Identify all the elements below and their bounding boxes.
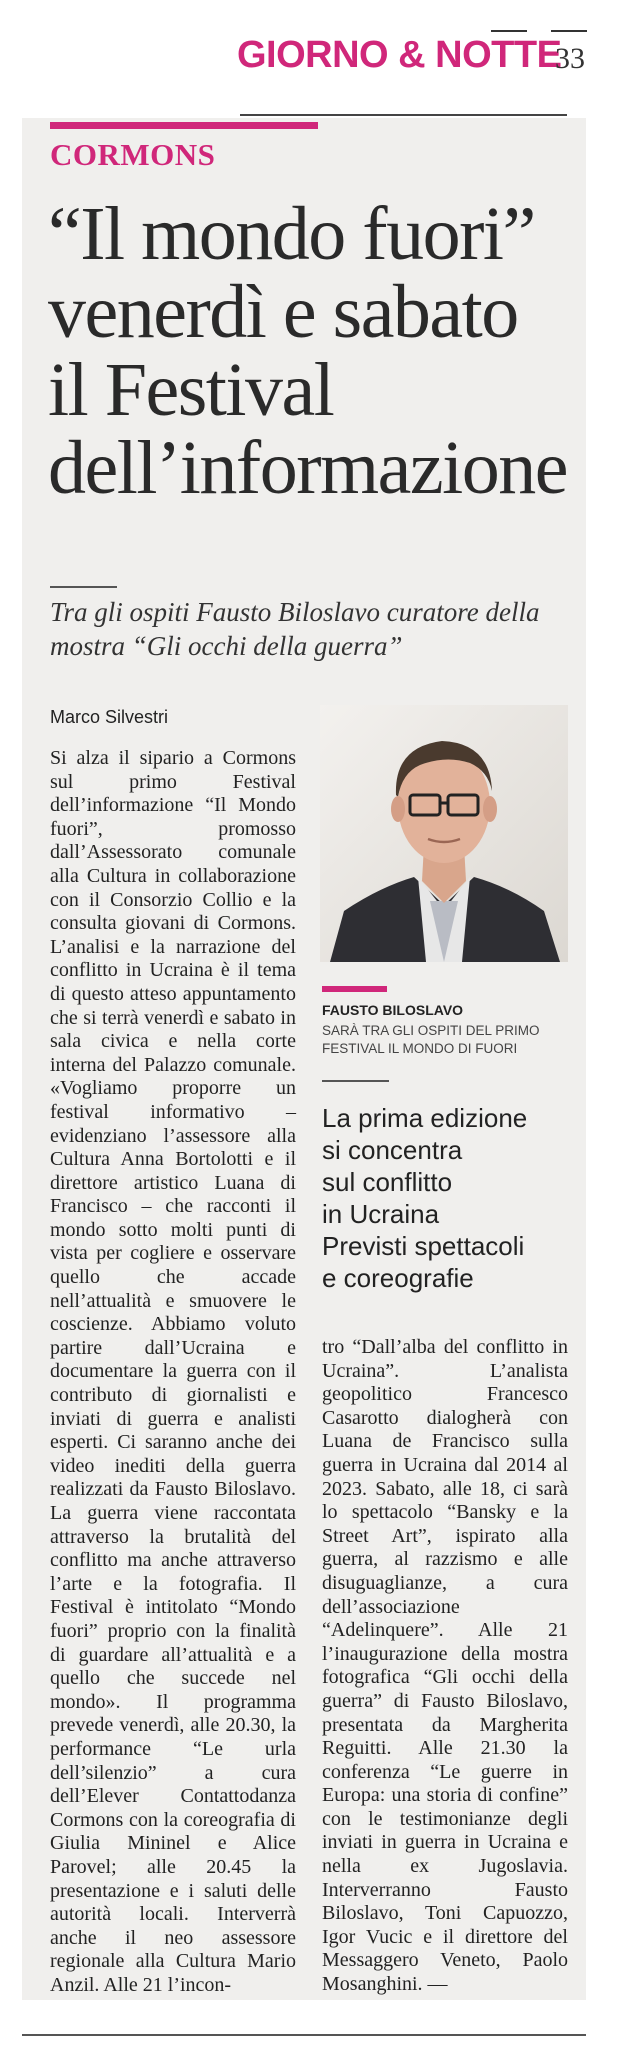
pull-quote-line: si concentra xyxy=(322,1135,463,1165)
page-number: 33 xyxy=(555,42,585,75)
pull-quote-rule xyxy=(322,1080,389,1082)
pull-quote-line: e coreografie xyxy=(322,1263,474,1293)
pull-quote xyxy=(322,1102,572,1294)
portrait-photo xyxy=(320,705,568,962)
headline-line: il Festival xyxy=(48,348,334,432)
pull-quote-line: Previsti spettacoli xyxy=(322,1231,525,1261)
headline xyxy=(48,192,567,510)
header-rule-left xyxy=(491,30,527,32)
pull-quote-line: sul conflitto xyxy=(322,1167,453,1197)
caption-accent-bar xyxy=(322,986,387,992)
headline-line: venerdì e sabato xyxy=(48,270,518,354)
byline: Marco Silvestri xyxy=(50,707,169,727)
pull-quote-line: La prima edizione xyxy=(322,1103,528,1133)
headline-line: dell’informazione xyxy=(48,426,567,510)
body-column-left: Si alza il sipario a Cormons sul primo Festival dell’informazione “Il Mondo fuori”, promosso dall’Assessorato comunale alla Cultura in collaborazione con il Consorzio Collio e la consulta giovani di Cormons. L’analisi e la narrazione del conflitto in Ucraina è il tema di questo atteso appuntamento che si terrà venerdì e sabato in sala civica e nella corte interna del Palazzo comunale. «Vogliamo proporre un festival informativo – evidenziano l’assessore alla Cultura Anna Bortolotti e il direttore artistico Luana di Francisco – che racconti il mondo sotto molti punti di vista per cogliere e osservare quello che accade nell’attualità e smuovere le coscienze. Abbiamo voluto partire dall’Ucraina e documentare la guerra con il contributo di giornalisti e inviati di guerra e analisti esperti. Ci saranno anche dei video inediti della guerra realizzati da Fausto Biloslavo. La guerra viene raccontata attraverso la brutalità del conflitto ma anche attraverso l’arte e la fotografia. Il Festival è intitolato “Mondo fuori” proprio con la finalità di guardare all’attualità e a quello che succede nel mondo». Il programma prevede venerdì, alle 20.30, la performance “Le urla dell’silenzio” a cura dell’Elever Contattodanza Cormons con la coreografia di Giulia Mininel e Alice Parovel; alle 20.45 la presentazione e i saluti delle autorità locali. Interverrà anche il neo assessore regionale alla Cultura Mario Anzil. Alle 21 l’incon- xyxy=(50,747,296,1996)
section-title: GIORNO & NOTTE xyxy=(237,34,562,76)
header-rule-right xyxy=(551,30,587,32)
kicker: CORMONS xyxy=(50,137,216,172)
subhead-rule xyxy=(50,586,117,588)
body-column-right: tro “Dall’alba del conflitto in Ucraina”. L’analista geopolitico Francesco Casarotto dialogherà con Luana de Francisco sulla guerra in Ucraina dal 2014 al 2023. Sabato, alle 18, ci sarà lo spettacolo “Bansky e la Street Art”, ispirato alla guerra, al razzismo e alle disuguaglianze, a cura dell’associazione “Adelinquere”. Alle 21 l’inaugurazione della mostra fotografica “Gli occhi della guerra” di Fausto Biloslavo, presentata da Margherita Reguitti. Alle 21.30 la conferenza “Le guerre in Europa: una storia di confine” con le testimonianze degli inviati in guerra in Ucraina e nella ex Jugoslavia. Interverranno Fausto Biloslavo, Toni Capuozzo, Igor Vucic e il direttore del Messaggero Veneto, Paolo Mosanghini. — xyxy=(322,1336,568,1996)
header-divider xyxy=(240,114,567,116)
footer-rule xyxy=(22,2034,586,2036)
subhead: Tra gli ospiti Fausto Biloslavo curatore della mostra “Gli occhi della guerra” xyxy=(50,597,540,661)
caption-text: SARÀ TRA GLI OSPITI DEL PRIMO FESTIVAL IL MONDO DI FUORI xyxy=(322,1023,540,1056)
pull-quote-line: in Ucraina xyxy=(322,1199,440,1229)
portrait-icon xyxy=(320,705,568,962)
kicker-accent-bar xyxy=(50,122,318,129)
headline-line: “Il mondo fuori” xyxy=(48,192,535,276)
caption-name: FAUSTO BILOSLAVO xyxy=(322,1002,464,1018)
